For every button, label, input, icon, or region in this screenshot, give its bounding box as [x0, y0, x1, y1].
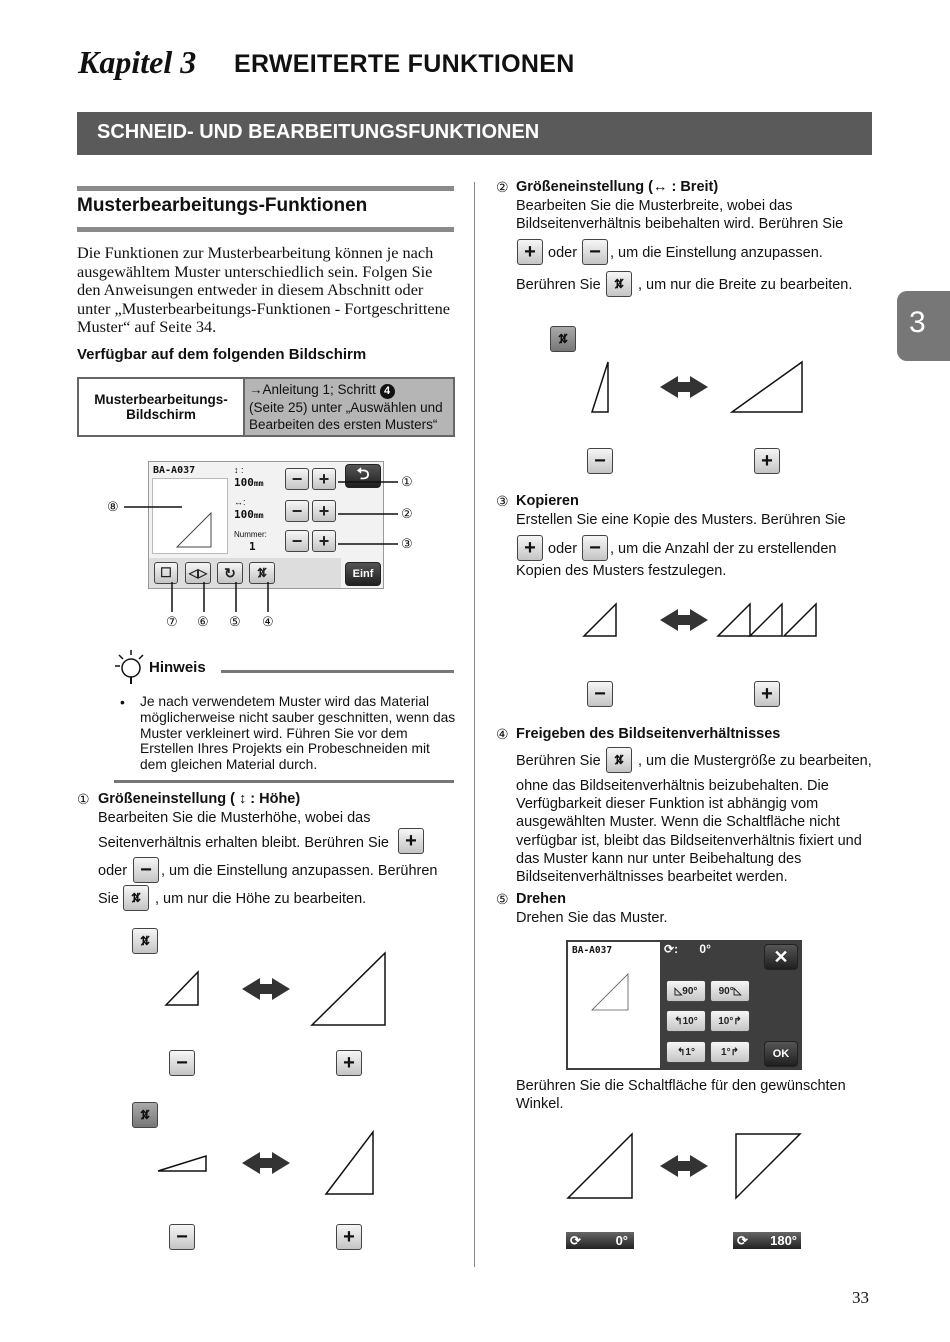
rotate-icon: ⟳ [664, 942, 675, 956]
item1-title: Größeneinstellung ( ↕ : Höhe) [98, 791, 301, 807]
ok-button[interactable]: OK [764, 1041, 798, 1067]
callout-8: ⑧ [107, 499, 119, 514]
item2-line2: Bildseitenverhältnis beibehalten wird. Berühren Sie [516, 216, 844, 232]
rotate-screen [566, 940, 802, 1070]
callout-7: ⑦ [166, 614, 178, 629]
width-minus-button[interactable]: − [285, 500, 309, 522]
height-stretch-diagram [150, 1128, 390, 1208]
count-value: 1 [249, 540, 256, 553]
note-text: Je nach verwendetem Muster wird das Material möglicherweise nicht sauber geschnitten, wenn das Muster verkleinert wird. Führen Sie vor dem Erstellen Ihres Projekts ein Probeschneiden mit dem gleichen Material durch. [140, 694, 456, 773]
aspect-ratio-icon: ⇅̸ [139, 934, 151, 948]
plus-button[interactable]: + [754, 448, 780, 474]
minus-button[interactable]: − [169, 1224, 195, 1250]
rotate-pattern-id: BA-A037 [572, 945, 613, 956]
aspect-unlocked-icon [550, 326, 576, 352]
item1-line3b: , um die Einstellung anzupassen. Berühren [161, 863, 438, 879]
mirror-icon: ◁▷ [188, 566, 208, 580]
rotate-icon: ↻ [224, 564, 236, 581]
count-minus-button[interactable]: − [285, 530, 309, 552]
rotate-left-icon: ↰ [677, 1046, 686, 1058]
minus-button[interactable]: − [587, 681, 613, 707]
width-plus-button[interactable]: + [312, 500, 336, 522]
table-value-pre: →Anleitung 1; Schritt [249, 382, 376, 397]
item5-number: ⑤ [496, 891, 509, 907]
rotate-1-right-button[interactable] [710, 1041, 750, 1063]
rotate-right-icon: ↱ [733, 1015, 742, 1027]
rotate-preview [568, 942, 660, 1068]
item2-title: Größeneinstellung (↔ : Breit) [516, 179, 719, 195]
callout-4: ④ [262, 614, 274, 629]
item3-line2b: , um die Anzahl der zu erstellenden [610, 541, 837, 557]
item1-line2: Seitenverhältnis erhalten bleibt. Berühren Sie [98, 835, 389, 851]
height-plus-button[interactable]: + [312, 468, 336, 490]
height-unit: mm [253, 479, 264, 488]
plus-button[interactable]: + [336, 1050, 362, 1076]
screen-table-label: Musterbearbeitungs-Bildschirm [78, 378, 244, 436]
item3-line1: Erstellen Sie eine Kopie des Musters. Berühren Sie [516, 512, 846, 528]
angle-after-value: 180° [770, 1233, 797, 1248]
item3-line2a: oder [548, 541, 578, 557]
square-icon: ☐ [160, 565, 172, 580]
note-title: Hinweis [149, 659, 206, 676]
item3-number: ③ [496, 493, 509, 509]
rotate-1-right-label: 1° [721, 1046, 731, 1058]
lightbulb-icon [114, 648, 146, 686]
item5-line1: Drehen Sie das Muster. [516, 910, 668, 926]
callout-3: ③ [401, 536, 413, 551]
item5-after: Berühren Sie die Schaltfläche für den gewünschten Winkel. [516, 1078, 846, 1113]
angle-value: 0° [699, 942, 711, 956]
width-value: 100 [234, 508, 254, 521]
rotate-90-left-label: 90° [682, 985, 698, 997]
rotate-right-icon: ◺ [733, 985, 742, 997]
callout-6: ⑥ [197, 614, 209, 629]
note-bullet: • [120, 694, 125, 710]
minus-button[interactable]: − [133, 857, 159, 883]
screen-table [77, 377, 455, 437]
plus-button[interactable]: + [517, 535, 543, 561]
note-rule-top [221, 670, 454, 673]
height-minus-button[interactable]: − [285, 468, 309, 490]
step-badge: 4 [380, 384, 395, 399]
item5-title: Drehen [516, 891, 566, 907]
note-rule-bottom [114, 780, 454, 783]
item2-line1: Bearbeiten Sie die Musterbreite, wobei das [516, 198, 793, 214]
rotate-10-left-label: 10° [682, 1015, 698, 1027]
angle-before-badge [566, 1232, 634, 1249]
height-value: 100 [234, 476, 254, 489]
item2-line3b: , um die Einstellung anzupassen. [610, 245, 823, 261]
item1-line3a: oder [98, 863, 128, 879]
chapter-tab: 3 [897, 291, 950, 361]
width-stretch-diagram [580, 356, 820, 420]
triangle-icon [568, 942, 660, 1068]
rotate-icon: ⟳ [570, 1232, 581, 1248]
callout-5: ⑤ [229, 614, 241, 629]
aspect-ratio-icon: ⇅̸ [130, 891, 142, 905]
item2-line3a: oder [548, 245, 578, 261]
rotate-right-icon: ↱ [730, 1046, 739, 1058]
item3-title: Kopieren [516, 493, 579, 509]
height-scale-diagram [160, 950, 400, 1030]
rotate-90-right-button[interactable] [710, 980, 750, 1002]
set-button[interactable]: Einf [345, 562, 381, 586]
chapter-title: ERWEITERTE FUNKTIONEN [234, 50, 575, 78]
rotate-1-left-button[interactable] [666, 1041, 706, 1063]
edit-screen-pattern-id: BA-A037 [153, 465, 196, 476]
angle-after-badge [733, 1232, 801, 1249]
aspect-unlock-button[interactable] [606, 747, 632, 773]
rotate-10-left-button[interactable] [666, 1010, 706, 1032]
aspect-unlock-button[interactable] [606, 271, 632, 297]
item4-number: ④ [496, 726, 509, 742]
callout-lines [120, 470, 420, 620]
minus-button[interactable]: − [582, 239, 608, 265]
aspect-locked-icon [132, 928, 158, 954]
subhead-rule-bottom [77, 227, 454, 232]
subhead: Musterbearbeitungs-Funktionen [77, 195, 368, 216]
rotate-10-right-label: 10° [718, 1015, 734, 1027]
item2-line4a: Berühren Sie [516, 277, 601, 293]
item1-line1: Bearbeiten Sie die Musterhöhe, wobei das [98, 810, 371, 826]
plus-button[interactable]: + [517, 239, 543, 265]
item4-line1a: Berühren Sie [516, 753, 601, 769]
available-heading: Verfügbar auf dem folgenden Bildschirm [77, 346, 367, 363]
item4-title: Freigeben des Bildseitenverhältnisses [516, 726, 781, 742]
minus-button[interactable]: − [169, 1050, 195, 1076]
angle-before-value: 0° [615, 1233, 628, 1248]
back-arrow-icon: ⮌ [356, 465, 370, 483]
table-value-post: (Seite 25) unter „Auswählen und Bearbeiten des ersten Musters“ [249, 400, 443, 432]
rotate-1-left-label: 1° [685, 1046, 695, 1058]
rotate-left-icon: ◺ [674, 985, 683, 997]
height-icon: ↕ : [234, 465, 244, 475]
minus-button[interactable]: − [587, 448, 613, 474]
aspect-ratio-icon: ⇅̸ [139, 1108, 151, 1122]
callout-1: ① [401, 474, 413, 489]
close-button[interactable] [764, 944, 798, 970]
rotate-icon: ⟳ [737, 1232, 748, 1248]
aspect-ratio-icon: ⇅̸ [557, 332, 569, 346]
count-plus-button[interactable]: + [312, 530, 336, 552]
rotate-90-left-button[interactable] [666, 980, 706, 1002]
aspect-ratio-icon: ⇅̸ [613, 753, 625, 767]
aspect-unlock-button[interactable] [123, 885, 149, 911]
callout-2: ② [401, 506, 413, 521]
aspect-ratio-icon: ⇅̸ [256, 566, 268, 580]
item2-number: ② [496, 179, 509, 195]
aspect-ratio-icon: ⇅̸ [613, 277, 625, 291]
plus-button[interactable]: + [398, 828, 424, 854]
subhead-rule-top [77, 186, 454, 191]
item2-line4b: , um nur die Breite zu bearbeiten. [638, 277, 853, 293]
page-number: 33 [852, 1288, 869, 1307]
width-icon: ↔: [234, 497, 246, 507]
aspect-unlocked-icon [132, 1102, 158, 1128]
column-divider [474, 182, 475, 1267]
chapter-label: Kapitel 3 [78, 44, 197, 80]
plus-button[interactable]: + [754, 681, 780, 707]
rotate-10-right-button[interactable] [710, 1010, 750, 1032]
close-icon: ✕ [773, 946, 789, 967]
item1-number: ① [77, 791, 90, 807]
section-bar: SCHNEID- UND BEARBEITUNGSFUNKTIONEN [77, 112, 872, 155]
item1-line4a: Sie [98, 891, 119, 907]
item1-line4b: , um nur die Höhe zu bearbeiten. [155, 891, 367, 907]
rotate-diagram [560, 1128, 810, 1206]
count-label: Nummer: [234, 530, 267, 539]
minus-button[interactable]: − [582, 535, 608, 561]
intro-paragraph: Die Funktionen zur Musterbearbeitung können je nach ausgewähltem Muster unterschiedlich sein. Folgen Sie den Anweisungen entweder in diesem Abschnitt oder unter „Musterbearbeitungs-Funktionen - Fortgeschrittene Muster“ auf Seite 34. [77, 243, 451, 337]
rotate-left-icon: ↰ [674, 1015, 683, 1027]
item4-rest: ohne das Bildseitenverhältnis beizubehalten. Die Verfügbarkeit dieser Funktion ist abhängig vom ausgewählten Muster. Wenn die Schaltfläche nicht verfügbar ist, bleibt das Bildseitenverhältnis fixiert und das Muster kann nur unter Beibehaltung des Bildseitenverhältnisses bearbeitet werden. [516, 778, 862, 886]
angle-display: ⟳: 0° [664, 942, 711, 956]
item3-line3: Kopien des Musters festzulegen. [516, 563, 727, 579]
screen-table-value [244, 378, 454, 436]
item4-line1b: , um die Mustergröße zu bearbeiten, [638, 753, 872, 769]
plus-button[interactable]: + [336, 1224, 362, 1250]
width-unit: mm [253, 511, 264, 520]
rotate-90-right-label: 90° [718, 985, 734, 997]
copy-diagram [578, 598, 828, 640]
